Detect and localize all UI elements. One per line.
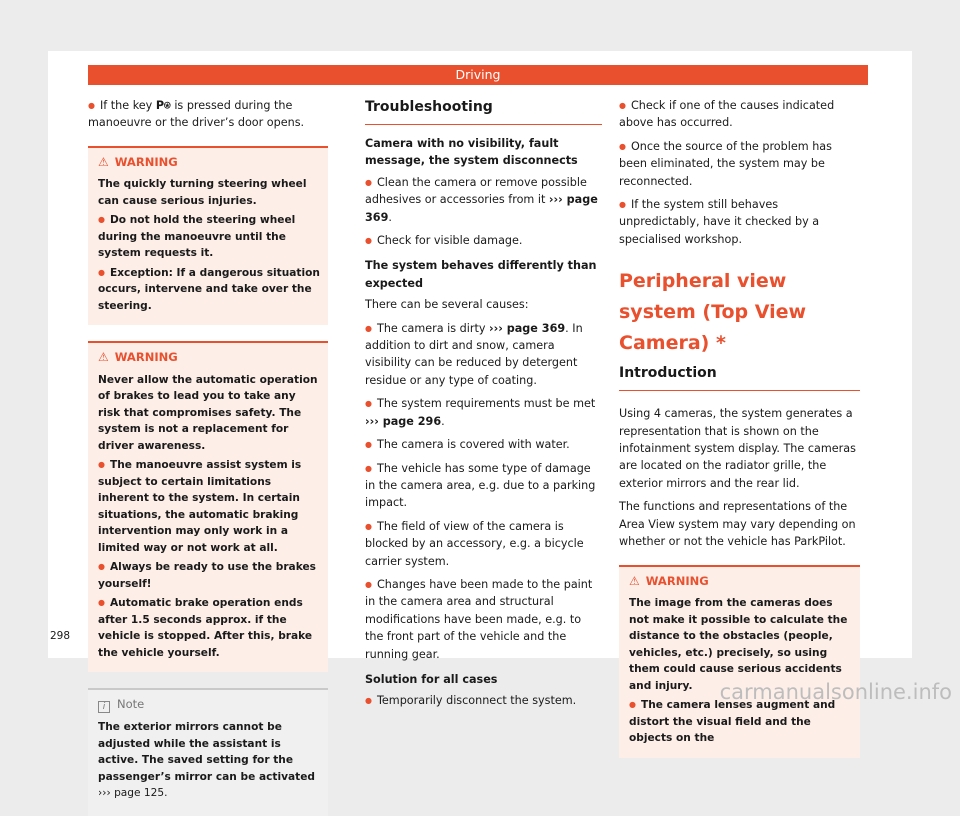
list-item: ● If the system still behaves unpredictably, have it checked by a specialised workshop. xyxy=(619,196,860,248)
page-number: 298 xyxy=(50,630,71,642)
page-reference-link[interactable]: ››› page 296 xyxy=(365,414,442,428)
column-right xyxy=(619,97,860,774)
warning-text: The quickly turning steering wheel can cause serious injuries. xyxy=(98,178,307,207)
warning-title: ⚠ WARNING xyxy=(98,154,178,169)
list-item: ● Changes have been made to the paint in the camera area and structural modifications have been made, e.g. to the front part of the vehicle and the running gear. xyxy=(365,576,602,663)
warning-bullet: ● The manoeuvre assist system is subject to certain limitations inherent to the system. In certain situations, the automatic braking intervention may only work in a limited way or not work at all. xyxy=(98,457,320,556)
list-item: ● Check for visible damage. xyxy=(365,232,602,249)
intro-paragraph: Using 4 cameras, the system generates a representation that is shown on the infotainment system display. The cameras are located on the radiator grille, the exterior mirrors and the rear lid. xyxy=(619,407,856,490)
subheading-solution: Solution for all cases xyxy=(365,672,498,686)
note-title: i Note xyxy=(98,696,320,713)
key-icon: P⍟ xyxy=(155,99,171,112)
list-item: ● The vehicle has some type of damage in the camera area, e.g. due to a parking impact. xyxy=(365,460,602,512)
list-item: ● The camera is dirty ››› page 369. In addition to dirt and snow, camera visibility can be reduced by detergent residue or any type of coating. xyxy=(365,320,602,390)
subheading-behaves-differently: The system behaves differently than expected xyxy=(365,259,597,290)
list-item: ● Check if one of the causes indicated above has occurred. xyxy=(619,97,860,132)
column-middle xyxy=(365,97,602,716)
introduction-heading: Introduction xyxy=(619,363,860,391)
warning-box-cameras xyxy=(619,565,860,758)
warning-box-brakes xyxy=(88,341,328,672)
warning-bullet: ● Always be ready to use the brakes yourself! xyxy=(98,559,320,592)
list-item: ● The camera is covered with water. xyxy=(365,436,602,453)
page-reference-link[interactable]: ››› page 369 xyxy=(365,193,598,224)
warning-triangle-icon: ⚠ xyxy=(98,154,109,169)
subheading-no-visibility: Camera with no visibility, fault message, the system disconnects xyxy=(365,137,578,168)
troubleshooting-heading: Troubleshooting xyxy=(365,97,602,125)
warning-title: ⚠ WARNING xyxy=(629,573,709,588)
warning-box-steering xyxy=(88,146,328,326)
list-item: ● The system requirements must be met ››› page 296. xyxy=(365,395,602,430)
note-box xyxy=(88,688,328,816)
warning-triangle-icon: ⚠ xyxy=(98,350,109,365)
info-icon: i xyxy=(98,701,110,713)
list-item: ● Clean the camera or remove possible adhesives or accessories from it ››› page 369. xyxy=(365,174,602,226)
warning-triangle-icon: ⚠ xyxy=(629,573,640,588)
warning-text: Never allow the automatic operation of brakes to lead you to take any risk that compromises safety. The system is not a replacement for driver awareness. xyxy=(98,373,318,452)
page-reference-link[interactable]: ››› page 369 xyxy=(489,321,566,335)
intro-bullet: ● If the key P⍟ is pressed during the manoeuvre or the driver’s door opens. xyxy=(88,97,328,132)
list-item: ● The field of view of the camera is blocked by an accessory, e.g. a bicycle carrier system. xyxy=(365,518,602,570)
note-text: The exterior mirrors cannot be adjusted while the assistant is active. The saved setting for the passenger’s mirror can be activated ››› page 125. xyxy=(98,721,315,800)
warning-bullet: ● The camera lenses augment and distort the visual field and the objects on the xyxy=(629,697,852,747)
intro-paragraph: The functions and representations of the Area View system may vary depending on whether or not the vehicle has ParkPilot. xyxy=(619,500,856,549)
watermark: carmanualsonline.info xyxy=(719,680,952,704)
warning-bullet: ● Automatic brake operation ends after 1.5 seconds approx. if the vehicle is stopped. After this, brake the vehicle yourself. xyxy=(98,595,320,661)
warning-text: The image from the cameras does not make it possible to calculate the distance to the obstacles (people, vehicles, etc.) precisely, so using them could cause serious accidents and injury. xyxy=(629,597,848,692)
list-item: ● Temporarily disconnect the system. xyxy=(365,692,602,709)
warning-title: ⚠ WARNING xyxy=(98,350,178,365)
page-reference-link[interactable]: ››› page 125. xyxy=(98,787,168,800)
warning-bullet: ● Do not hold the steering wheel during the manoeuvre until the system requests it. xyxy=(98,212,320,262)
section-title: Peripheral view system (Top View Camera) * xyxy=(619,270,807,355)
causes-text: There can be several causes: xyxy=(365,298,529,312)
warning-bullet: ● Exception: If a dangerous situation occurs, intervene and take over the steering. xyxy=(98,265,320,315)
list-item: ● Once the source of the problem has been eliminated, the system may be reconnected. xyxy=(619,138,860,190)
section-header: Driving xyxy=(88,65,868,85)
